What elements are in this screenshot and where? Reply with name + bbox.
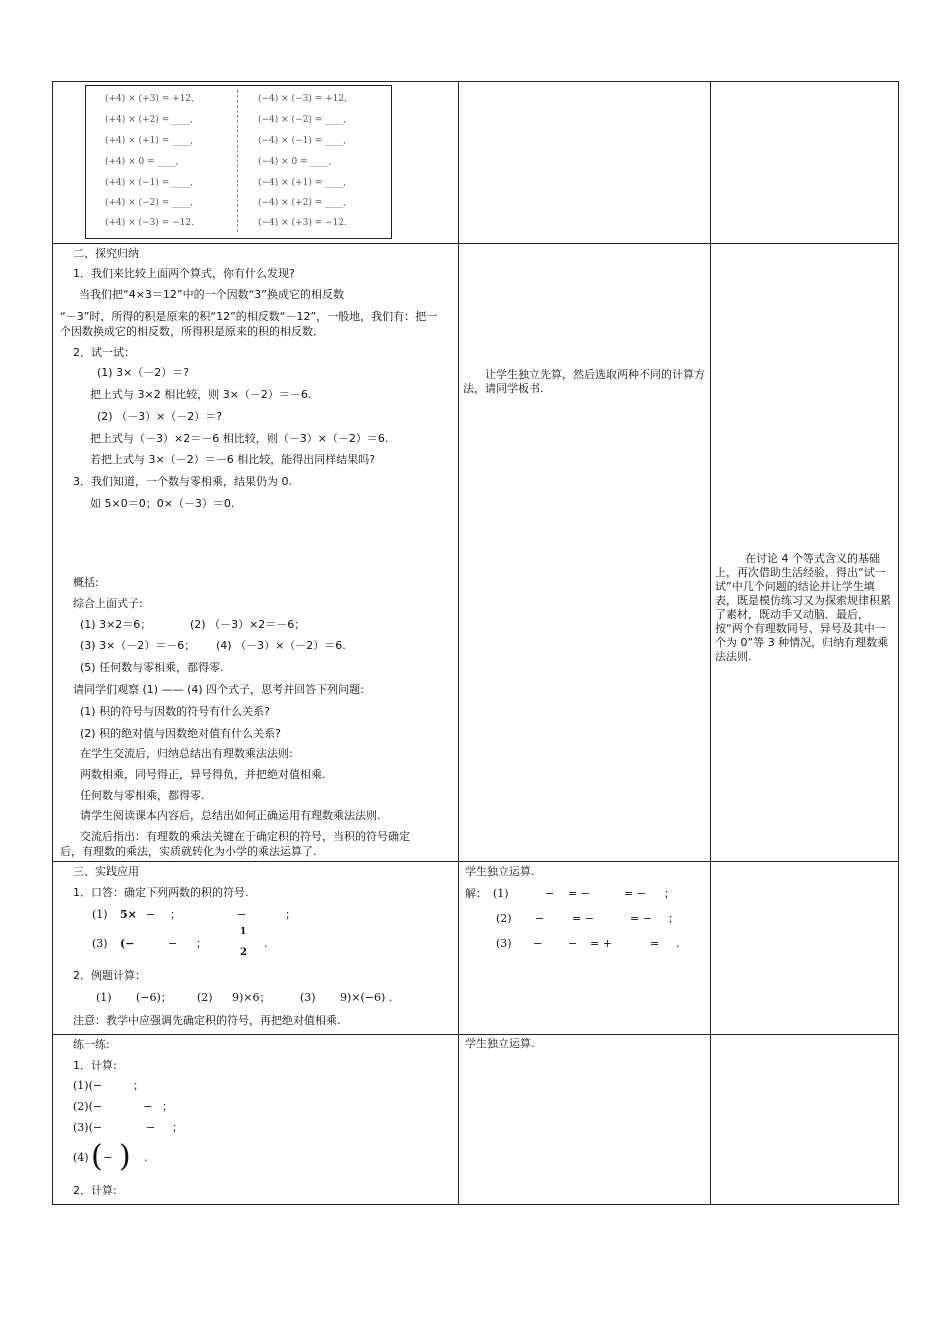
column-divider	[710, 81, 711, 1205]
equation-left: (+4) × 0 = ____,	[105, 157, 179, 167]
explore-text: 当我们把“4×3＝12”中的一个因数“3”换成它的相反数	[79, 288, 345, 301]
solution-label: 解：	[465, 887, 487, 900]
practice-expr: −	[168, 937, 178, 950]
equation-right: (−4) × (−1) = ____,	[258, 136, 346, 146]
equation-left: (+4) × (+1) = ____,	[105, 136, 193, 146]
row-divider	[52, 861, 899, 862]
row-divider	[52, 243, 899, 244]
explore-text: 如 5×0＝0；0×（－3）＝0.	[90, 497, 235, 510]
table-border-top	[52, 81, 899, 82]
solution-expr: (1)	[493, 887, 509, 900]
solution-expr: .	[676, 937, 680, 950]
fraction-denominator: 2	[240, 947, 247, 958]
drill-expr: −	[143, 1100, 153, 1113]
table-border-right	[898, 81, 899, 1205]
explore-text: 若把上式与 3×（－2）＝－6 相比较，能得出同样结果吗?	[90, 453, 376, 466]
example-expr: (2)	[197, 991, 213, 1004]
solution-expr: −	[535, 912, 545, 925]
drill-mid-note: 学生独立运算.	[465, 1037, 535, 1050]
formula-item: (1) 3×2＝6；	[80, 618, 152, 631]
explore-mid-note: 让学生独立先算，然后选取两种不同的计算方法，请同学板书.	[463, 368, 705, 395]
equation-right: (−4) × (+2) = ____,	[258, 198, 346, 208]
row-divider	[52, 1034, 899, 1035]
equation-image-divider	[237, 90, 238, 232]
solution-expr: = −	[568, 887, 590, 900]
explore-text: (1) 3×（－2）＝?	[97, 366, 190, 379]
solution-expr: = −	[572, 912, 594, 925]
explore-text: 综合上面式子:	[73, 597, 143, 610]
practice-expr: 5×	[120, 908, 137, 921]
explore-right-note: 在讨论 4 个等式含义的基础上，再次借助生活经验，得出“试一试”中几个问题的结论并让学生填表，既是模仿练习又为探索规律积累了素材，既动手又动脑．最后，按“两个有理数同号、异号及其中一个为 0”等 3 种情况，归纳有理数乘法法则.	[715, 552, 891, 663]
practice-note: 注意：教学中应强调先确定积的符号，再把绝对值相乘.	[73, 1014, 341, 1027]
explore-item: 3．我们知道，一个数与零相乘，结果仍为 0.	[73, 475, 292, 488]
drill-expr: (1)(−	[73, 1079, 103, 1092]
practice-expr: (3)	[92, 937, 108, 950]
equation-left: (+4) × (−2) = ____,	[105, 198, 193, 208]
practice-expr: −	[237, 908, 247, 921]
equation-left: (+4) × (−3) = −12.	[105, 218, 194, 228]
section-heading: 练一练:	[73, 1038, 110, 1051]
solution-expr: (2)	[496, 912, 512, 925]
solution-expr: −	[545, 887, 555, 900]
practice-expr: .	[264, 937, 268, 950]
explore-text: 交流后指出：有理数的乘法关键在于确定积的符号，当积的符号确定	[80, 830, 410, 843]
section-heading: 三、实践应用	[73, 865, 139, 878]
column-divider	[458, 81, 459, 1205]
explore-text: 在学生交流后，归纳总结出有理数乘法法则:	[80, 747, 293, 760]
formula-item: (5) 任何数与零相乘，都得零.	[80, 661, 224, 674]
equation-left: (+4) × (−1) = ____,	[105, 178, 193, 188]
explore-item: 1．我们来比较上面两个算式，你有什么发现?	[73, 267, 295, 280]
solution-expr: = −	[624, 887, 646, 900]
rule-text: 两数相乘，同号得正，异号得负，并把绝对值相乘.	[80, 768, 326, 781]
explore-text: 后，有理数的乘法，实质就转化为小学的乘法运算了.	[60, 845, 317, 858]
equation-left: (+4) × (+3) = +12,	[105, 94, 194, 104]
solution-expr: =	[650, 937, 660, 950]
formula-item: (4) （－3）×（－2）＝6.	[216, 639, 346, 652]
practice-expr: ；	[196, 937, 207, 950]
explore-text: (2) （－3）×（－2）＝?	[97, 410, 223, 423]
question-item: (2) 积的绝对值与因数绝对值有什么关系?	[80, 727, 281, 740]
equation-right: (−4) × (−3) = +12,	[258, 94, 347, 104]
drill-expr: (3)(−	[73, 1121, 103, 1134]
solution-expr: −	[533, 937, 543, 950]
fraction-numerator: 1	[240, 927, 247, 937]
equation-right: (−4) × (+1) = ____,	[258, 178, 346, 188]
equation-left: (+4) × (+2) = ____,	[105, 115, 193, 125]
drill-expr: .	[144, 1151, 148, 1164]
practice-expr: (1)	[92, 908, 108, 921]
explore-item: 2．试一试：	[73, 346, 135, 359]
drill-expr: −	[146, 1121, 156, 1134]
section-heading: 二、探究归纳	[73, 247, 139, 260]
summary-label: 概括:	[73, 576, 99, 589]
explore-text: “－3”时，所得的积是原来的积“12”的相反数“－12”，一般地，我们有：把一	[60, 310, 438, 323]
equation-right: (−4) × (−2) = ____,	[258, 115, 346, 125]
example-expr: (1)	[96, 991, 112, 1004]
solution-expr: = −	[630, 912, 652, 925]
drill-expr: (2)(−	[73, 1100, 103, 1113]
rule-text: 任何数与零相乘，都得零.	[80, 789, 205, 802]
practice-item: 2．例题计算：	[73, 969, 146, 982]
practice-item: 1．口答：确定下列两数的积的符号.	[73, 886, 249, 899]
explore-text: 个因数换成它的相反数，所得积是原来的积的相反数．	[60, 325, 324, 338]
drill-expr: −	[103, 1151, 113, 1164]
solution-expr: ；	[664, 887, 675, 900]
solution-expr: ；	[668, 912, 679, 925]
solution-expr: = +	[590, 937, 612, 950]
explore-text: 请学生阅读课本内容后，总结出如何正确运用有理数乘法法则.	[80, 809, 381, 822]
table-border-left	[52, 81, 53, 1205]
equation-right: (−4) × 0 = ____,	[258, 157, 332, 167]
explore-text: 请同学们观察 (1) —— (4) 四个式子，思考并回答下列问题:	[73, 683, 364, 696]
solution-expr: (3)	[496, 937, 512, 950]
practice-expr: ；	[285, 908, 296, 921]
left-paren: (	[91, 1139, 103, 1174]
formula-item: (3) 3×（－2）＝－6；	[80, 639, 196, 652]
equation-right: (−4) × (+3) = −12.	[258, 218, 347, 228]
explore-text: 把上式与 3×2 相比较，则 3×（－2）＝－6.	[90, 388, 312, 401]
example-expr: 9)×(−6) .	[340, 991, 393, 1004]
drill-expr: ；	[133, 1079, 144, 1092]
practice-expr: −	[146, 908, 156, 921]
practice-mid-title: 学生独立运算.	[465, 865, 535, 878]
drill-expr: ；	[172, 1121, 183, 1134]
drill-item: 2．计算:	[73, 1184, 117, 1197]
example-expr: 9)×6；	[232, 991, 271, 1004]
question-item: (1) 积的符号与因数的符号有什么关系?	[80, 705, 270, 718]
explore-text: 把上式与（－3）×2＝－6 相比较，则（－3）×（－2）＝6.	[90, 432, 389, 445]
formula-item: (2) （－3）×2＝－6；	[190, 618, 306, 631]
drill-expr: ；	[162, 1100, 173, 1113]
example-expr: (3)	[300, 991, 316, 1004]
drill-expr: (4)	[73, 1151, 89, 1164]
example-expr: (−6)；	[136, 991, 172, 1004]
practice-expr: ；	[170, 908, 181, 921]
drill-item: 1．计算:	[73, 1059, 117, 1072]
right-paren: )	[119, 1139, 131, 1174]
practice-expr: (−	[120, 937, 135, 950]
solution-expr: −	[568, 937, 578, 950]
table-border-bottom	[52, 1204, 899, 1205]
